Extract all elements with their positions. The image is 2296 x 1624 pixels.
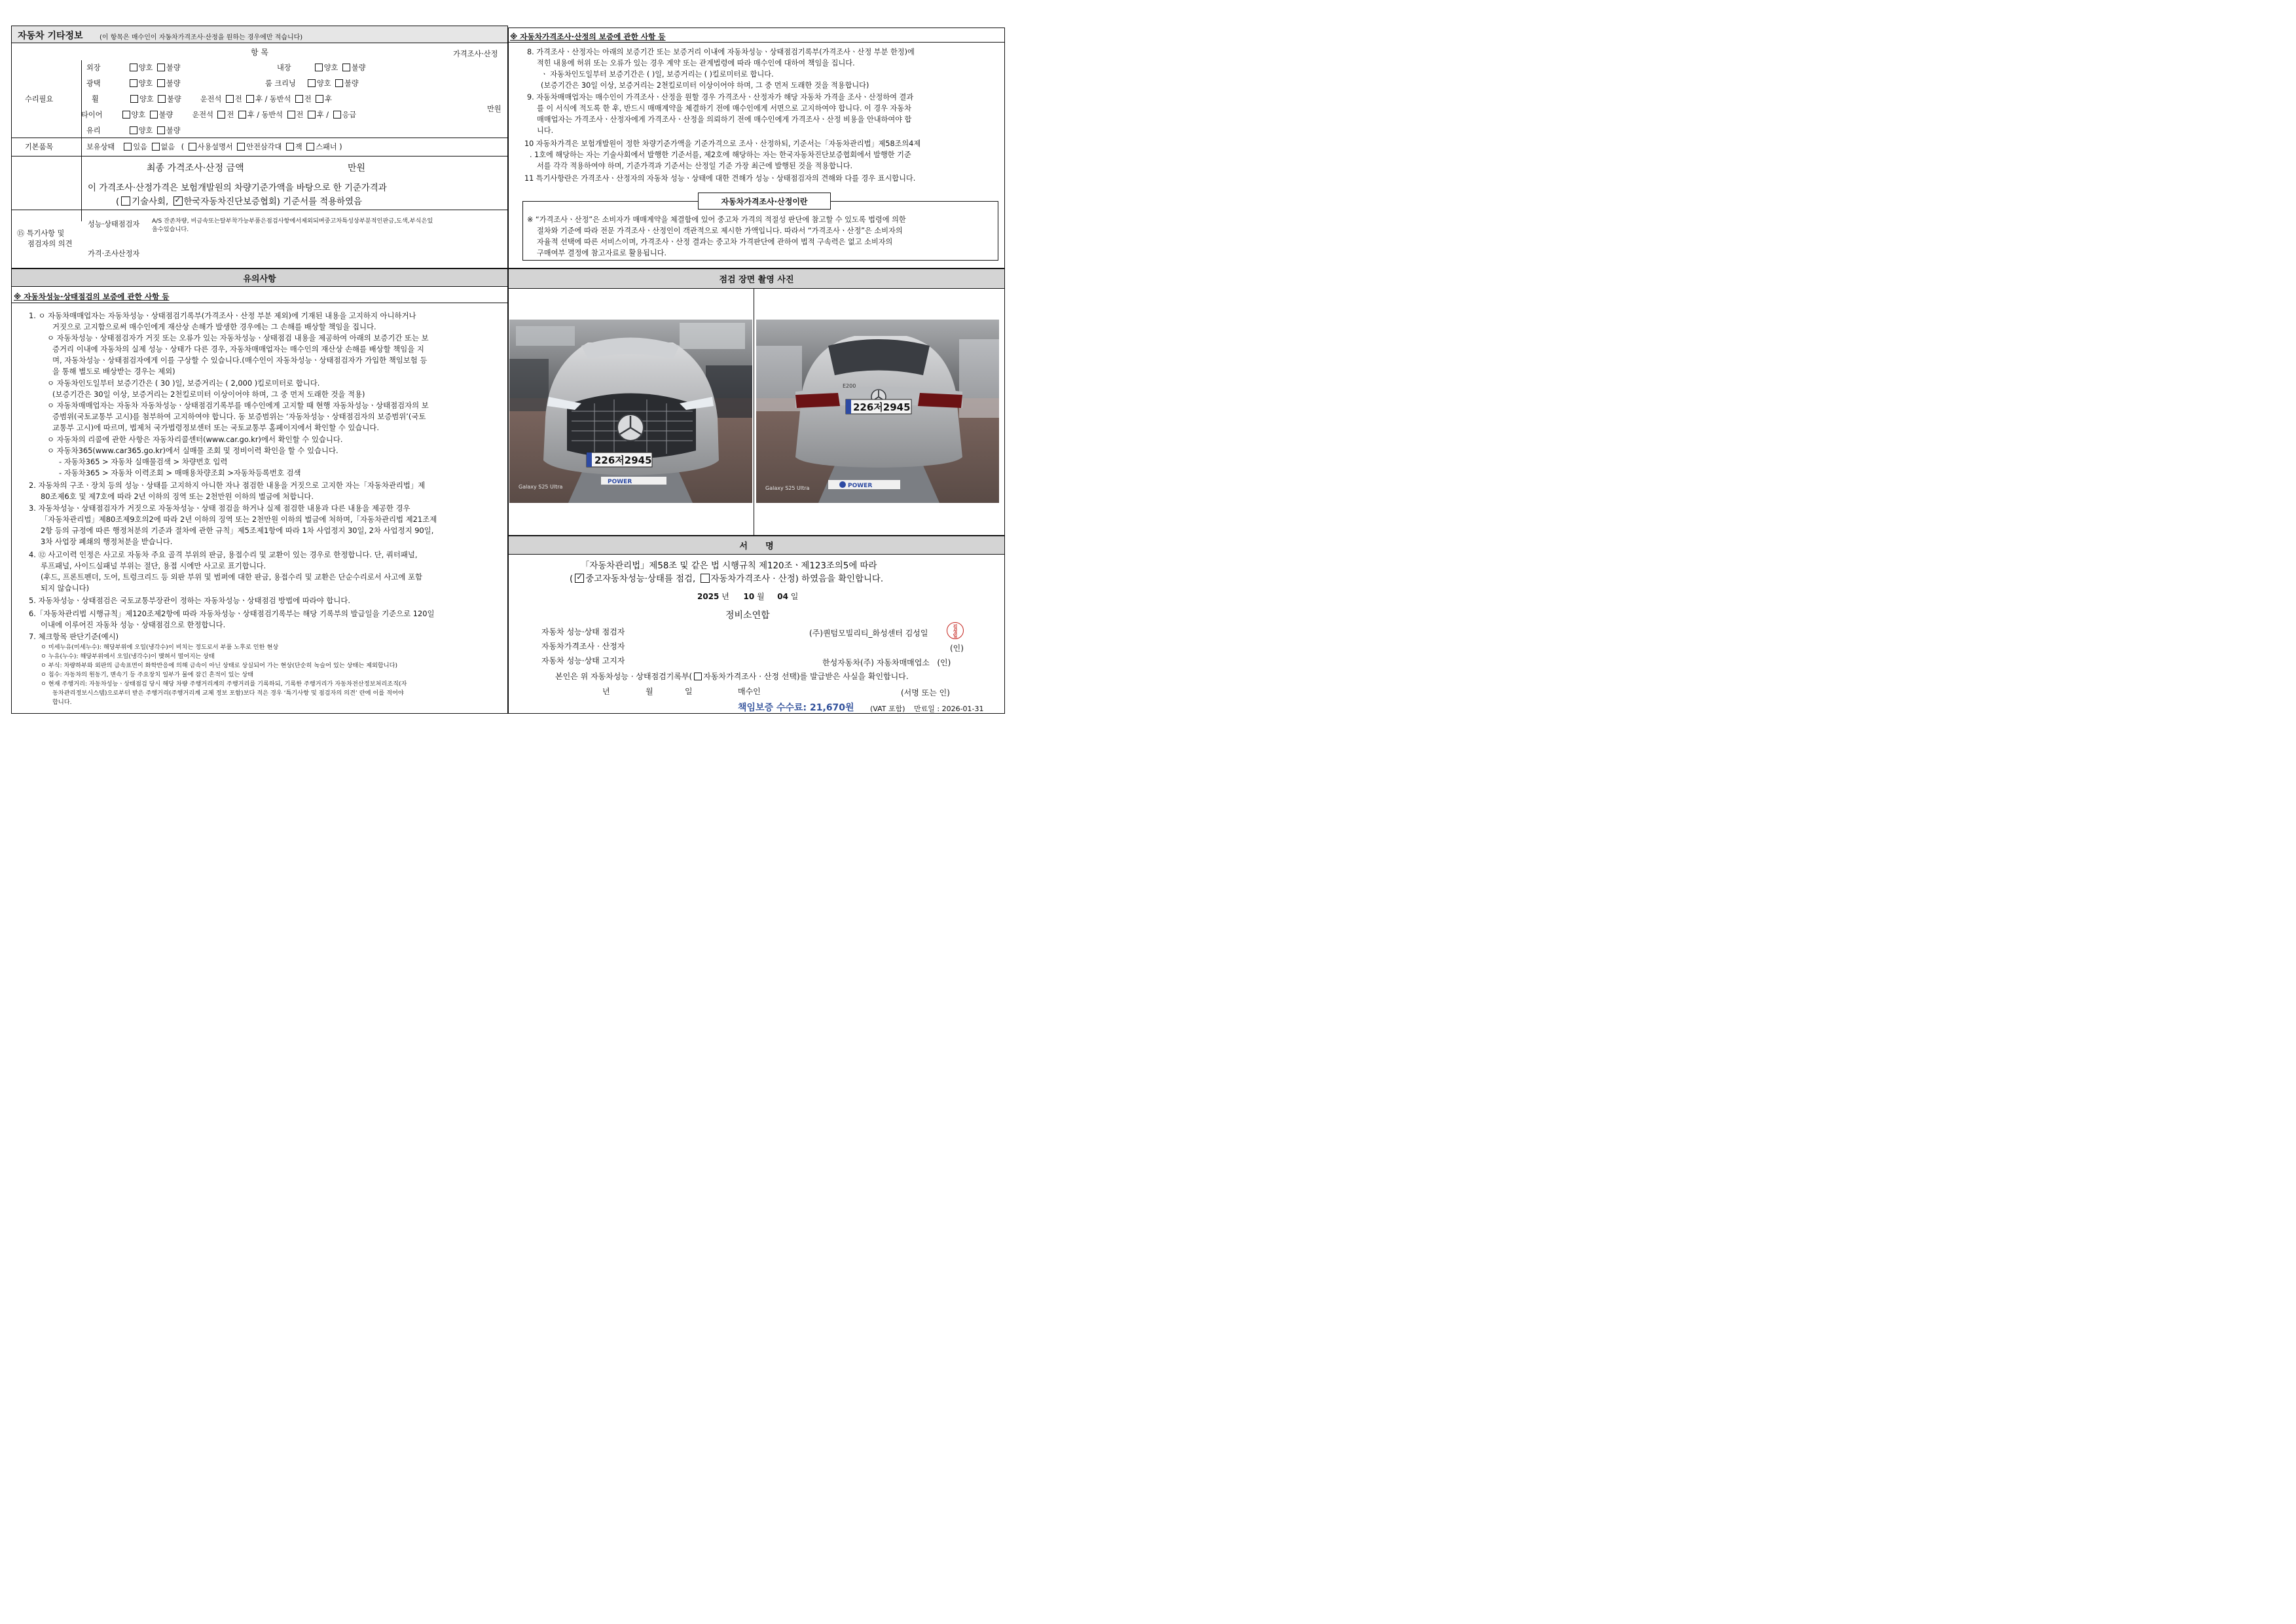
front-lift-text: POWER xyxy=(608,479,632,485)
item8-line1: 8. 가격조사ㆍ산정자는 아래의 보증기간 또는 보증거리 이내에 자동차성능ㆍ상태점검기록부(가격조사ㆍ산정 부분 한정)에 xyxy=(527,48,915,56)
notice-line: ㅇ 자동차의 리콜에 관한 사항은 자동차리콜센터(www.car.go.kr)에서 확인할 수 있습니다. xyxy=(47,435,343,444)
inspector-seal: 김성일 xyxy=(947,622,964,639)
sign-price-checkbox[interactable] xyxy=(701,574,710,583)
notice-header: 유의사항 xyxy=(12,269,507,287)
notice-line: ㅇ 자동차성능ㆍ상태점검자가 거짓 또는 오류가 있는 자동차성능ㆍ상태점검 내용을 제공하여 아래의 보증기간 또는 보 xyxy=(47,333,429,342)
notice-line: (보증기간은 30일 이상, 보증거리는 2천킬로미터 이상이어야 하며, 그 중 먼저 도래한 것을 적용) xyxy=(52,390,365,399)
wheel-passenger-front-checkbox[interactable] xyxy=(295,95,303,103)
basic-label: 기본품목 xyxy=(25,143,54,151)
appraiser-label: 가격·조사산정자 xyxy=(88,249,140,258)
jack-checkbox[interactable] xyxy=(286,143,294,151)
etc-col-divider xyxy=(81,60,82,221)
notice-line: 80조제6호 및 제7호에 따라 2년 이하의 징역 또는 2천만원 이하의 벌금에 처합니다. xyxy=(41,492,314,501)
notice-line: 3차 사업장 폐쇄의 행정처분을 받습니다. xyxy=(41,537,173,546)
room-clean-label: 룸 크리닝 xyxy=(265,79,296,88)
repair-label: 수리필요 xyxy=(25,95,54,103)
front-plate-text: 226저2945 xyxy=(594,454,652,466)
notice-line: 5. 자동차성능ㆍ상태점검은 국토교통부장관이 정하는 자동차성능ㆍ상태점검 방법에 따라야 합니다. xyxy=(29,596,350,605)
interior-label: 내장 xyxy=(277,64,291,72)
item9-line4: 니다. xyxy=(537,126,554,135)
rear-camera-text: Galaxy S25 Ultra xyxy=(765,485,810,491)
wheel-row: 휠 양호 불량 운전석 전 후 / 동반석 전 후 xyxy=(92,95,333,103)
confirm-price-checkbox[interactable] xyxy=(694,673,702,680)
tire-row: 타이어 양호 불량 운전석 전 후 / 동반석 전 후 / 응급 xyxy=(81,111,357,119)
room-clean-row: 룸 크리닝 양호 불량 xyxy=(265,79,359,88)
sign-date: 2025 년 10 월 04 일 xyxy=(697,592,799,601)
glass-row: 유리 양호 불량 xyxy=(86,126,181,135)
expiry-date: 만료일 : 2026-01-31 xyxy=(914,705,984,713)
criteria-line: ㅇ 부식: 차량하부와 외판의 금속표면이 화학반응에 의해 금속이 아닌 상태로 상실되어 가는 현상(단순히 녹슬어 있는 상태는 제외합니다) xyxy=(41,662,398,669)
notice-line: 2항 등의 규정에 따른 행정처분의 기준과 절차에 관한 규칙」제5조제1항에 따라 1차 사업정지 30일, 2차 사업정지 90일, xyxy=(41,526,434,535)
guarantee-title-rule xyxy=(509,42,1004,43)
criteria-line: ㅇ 침수: 자동차의 원동기, 변속기 등 주요장치 일부가 물에 잠긴 흔적이 있는 상태 xyxy=(41,671,254,678)
what-is-line2: 절차와 기준에 따라 전문 가격조사ㆍ산정인이 객관적으로 제시한 가액입니다. 따라서 “가격조사ㆍ산정”은 소비자의 xyxy=(537,227,903,235)
sign-r2-value: (인) xyxy=(950,644,964,653)
notice-line: - 자동차365 > 자동차 실매물검색 > 차량번호 입력 xyxy=(59,457,228,466)
notice-line: 거짓으로 고지함으로써 매수인에게 재산상 손해가 발생한 경우에는 그 손해를 배상할 책임을 집니다. xyxy=(52,322,376,331)
wheel-driver-front-checkbox[interactable] xyxy=(226,95,234,103)
tire-passenger-rear-checkbox[interactable] xyxy=(308,111,316,119)
criteria-line: ㅇ 미세누유(미세누수): 해당부위에 오일(냉각수)이 비치는 정도로서 부품 노후로 인한 현상 xyxy=(41,644,279,651)
notice-line: 3. 자동차성능ㆍ상태점검자가 거짓으로 자동차성능ㆍ상태 점검을 하거나 실제 점검한 내용과 다른 내용을 제공한 경우 xyxy=(29,504,410,513)
sign-confirm: 본인은 위 자동차성능 · 상태점검기록부( 자동차가격조사 · 산정 선택)를 발급받은 사실을 확인합니다. xyxy=(555,672,909,681)
tire-good-checkbox[interactable] xyxy=(122,111,130,119)
notice-line: 증거리 이내에 자동차의 실제 성능ㆍ상태가 다른 경우, 자동차매매업자는 매수인의 재산상 손해를 배상할 책임을 지 xyxy=(52,344,424,354)
glass-bad-checkbox[interactable] xyxy=(157,126,165,134)
what-is-line4: 구매여부 결정에 참고자료로 활용됩니다. xyxy=(537,249,666,257)
sign-r3-label: 자동차 성능·상태 고지자 xyxy=(541,656,625,665)
what-is-title-box xyxy=(698,193,831,210)
basis-line-1: 이 가격조사·산정가격은 보험개발원의 차량기준가액을 바탕으로 한 기준가격과 xyxy=(88,183,387,193)
rear-photo-image xyxy=(756,320,999,503)
notice-line: 되지 않습니다) xyxy=(41,583,90,593)
none-checkbox[interactable] xyxy=(152,143,160,151)
exterior-row: 외장 양호 불량 xyxy=(86,64,181,72)
sign-bottom-d: 일 xyxy=(685,687,693,696)
notice-line: 증범위(국토교통부 고시)를 첨부하여 고지하여야 합니다. 동 보증범위는 ‘자동차성능ㆍ상태점검자의 보증범위’(국토 xyxy=(52,412,426,421)
item10-line3: 서를 각각 적용하여야 하며, 기준가격과 기준서는 산정일 기준 가장 최근에 발행된 것을 적용합니다. xyxy=(537,162,853,170)
has-checkbox[interactable] xyxy=(124,143,132,151)
rear-inspection-photo xyxy=(756,320,999,503)
col-item-header: 항 목 xyxy=(251,48,268,57)
basis-tech-checkbox[interactable] xyxy=(121,196,130,206)
sign-year: 2025 xyxy=(697,592,720,601)
photo-header: 점검 장면 촬영 사진 xyxy=(509,269,1004,289)
front-photo-image xyxy=(509,320,752,503)
notice-line: ㅇ 자동차인도일부터 보증기간은 ( 30 )일, 보증거리는 ( 2,000 )킬로미터로 합니다. xyxy=(47,378,320,388)
item11-line: 11 특기사항란은 가격조사ㆍ산정자의 자동차 성능ㆍ상태에 대한 견해가 성능ㆍ상태점검자의 견해와 다를 경우 표시합니다. xyxy=(524,174,916,183)
notice-line: - 자동차365 > 자동차 이력조회 > 매매용차량조회 >자동차등록번호 검색 xyxy=(59,468,301,477)
wheel-passenger-rear-checkbox[interactable] xyxy=(316,95,323,103)
item9-line2: 를 이 서식에 적도록 한 후, 반드시 매매계약을 체결하기 전에 매수인에게 서면으로 고지하여야 합니다. 이 경우 자동차 xyxy=(537,104,911,113)
notice-line: 1. ㅇ 자동차매매업자는 자동차성능ㆍ상태점검기록부(가격조사ㆍ산정 부분 제외)에 기재된 내용을 고지하지 아니하거나 xyxy=(29,311,416,320)
item9-line3: 매매업자는 가격조사ㆍ산정자에게 가격조사ㆍ산정을 의뢰하기 전에 매수인에게 가격조사ㆍ산정 비용을 안내하여야 합 xyxy=(537,115,912,124)
notice-line: 을 통해 별도로 배상받는 경우는 제외) xyxy=(52,367,175,376)
item8-line2: 적힌 내용에 허위 또는 오류가 있는 경우 계약 또는 관계법령에 따라 매수인에 대하여 책임을 집니다. xyxy=(537,59,855,67)
gloss-row: 광택 양호 불량 xyxy=(86,79,181,88)
sign-org: 정비소연합 xyxy=(725,610,770,621)
room-clean-bad-checkbox[interactable] xyxy=(335,79,343,87)
final-price-label: 최종 가격조사·산정 금액 xyxy=(147,163,244,174)
sign-bottom-m: 월 xyxy=(646,687,653,696)
notice-line: ㅇ 자동차매매업자는 자동차 자동차성능ㆍ상태점검기록부를 매수인에게 고지할 때 현행 자동차성능ㆍ상태점검자의 보 xyxy=(47,401,429,410)
special-label-2: 점검자의 의견 xyxy=(27,240,73,248)
item9-line1: 9. 자동차매매업자는 매수인이 가격조사ㆍ산정을 원할 경우 가격조사ㆍ산정자가 해당 자동차 가격을 조사ㆍ산정하여 결과 xyxy=(527,93,914,101)
sign-line-1: 「자동차관리법」제58조 및 같은 법 시행규칙 제120조ㆍ제123조의5에 따라 xyxy=(581,561,877,571)
basis-kadia-checkbox[interactable] xyxy=(173,196,183,206)
item8-line3: ㆍ 자동차인도일부터 보증기간은 ( )일, 보증거리는 ( )킬로미터로 합니다. xyxy=(541,70,774,79)
final-price-unit: 만원 xyxy=(348,163,366,174)
etc-subtitle: (이 항목은 매수인이 자동차가격조사·산정을 원하는 경우에만 적습니다) xyxy=(100,34,303,41)
notice-line: 「자동차관리법」제80조제9호의2에 따라 2년 이하의 징역 또는 2천만원 이하의 벌금에 처하며,「자동차관리법 제21조제 xyxy=(41,515,437,524)
triangle-checkbox[interactable] xyxy=(237,143,245,151)
criteria-line: 동차관리정보시스템)으로부터 받은 주행거리(주행거리계 교체 정보 포함)보다 적은 경우 ‘특기사항 및 점검자의 의견’ 란에 이를 적어야 xyxy=(52,690,404,697)
sign-or-seal: (서명 또는 인) xyxy=(901,688,950,697)
etc-title: 자동차 기타정보 xyxy=(18,31,83,41)
sign-day: 04 xyxy=(777,592,788,601)
inspector-note-1: A/S 잔존차량, 비금속또는탈부착가능부품은점검사항에서제외되며중고차특성상부분적인판금,도색,부식은있 xyxy=(152,217,433,225)
notice-line: (후드, 프론트펜더, 도어, 트렁크리드 등 외판 부위 및 범퍼에 대한 판금, 용접수리 및 교환은 단순수리로서 사고에 포함 xyxy=(41,572,423,581)
notice-line: 2. 자동차의 구조ㆍ장치 등의 성능ㆍ상태를 고지하지 아니한 자나 점검한 내용을 거짓으로 고지한 자는「자동차관리법」제 xyxy=(29,481,426,490)
room-clean-good-checkbox[interactable] xyxy=(308,79,316,87)
manual-checkbox[interactable] xyxy=(189,143,196,151)
notice-title: ※ 자동차성능·상태점검의 보증에 관한 사항 등 xyxy=(14,292,170,301)
special-label-1: ⑮ 특기사항 및 xyxy=(17,229,65,238)
notice-line: 7. 체크항목 판단기준(예시) xyxy=(29,632,119,641)
wheel-driver-rear-checkbox[interactable] xyxy=(246,95,254,103)
sign-r3-value: 한성자동차(주) 자동차매매업소 (인) xyxy=(822,658,951,667)
notice-line: 며, 자동차성능ㆍ상태점검자에게 이를 구상할 수 있습니다.(매수인이 자동차성능ㆍ상태점검자가 가입한 책임보험 등 xyxy=(52,356,428,365)
fee-label: 책임보증 수수료: 21,670원 xyxy=(738,703,854,713)
tire-label: 타이어 xyxy=(81,111,103,119)
spanner-checkbox[interactable] xyxy=(306,143,314,151)
exterior-good-checkbox[interactable] xyxy=(130,64,137,71)
interior-row: 내장 양호 불량 xyxy=(277,64,366,72)
wheel-label: 휠 xyxy=(92,95,99,103)
tire-driver-rear-checkbox[interactable] xyxy=(238,111,246,119)
item8-line4: (보증기간은 30일 이상, 보증거리는 2천킬로미터 이상이어야 하며, 그 중 먼저 도래한 것을 적용합니다) xyxy=(541,81,869,90)
sign-r1-label: 자동차 성능·상태 점검자 xyxy=(541,627,625,637)
front-inspection-photo xyxy=(509,320,752,503)
sign-r1-value: (주)퀀텀모빌리티_화성센터 김성일 xyxy=(809,629,928,638)
rear-plate-text: 226저2945 xyxy=(853,401,911,413)
what-is-line1: ※ “가격조사ㆍ산정”은 소비자가 매매계약을 체결함에 있어 중고차 가격의 적절성 판단에 참고할 수 있도록 법령에 의한 xyxy=(527,215,906,224)
sign-month: 10 xyxy=(743,592,755,601)
what-is-title: 자동차가격조사·산정이란 xyxy=(721,196,808,206)
col-price-header: 가격조사·산정 xyxy=(453,50,498,58)
notice-line: 6.「자동차관리법 시행규칙」제120조제2항에 따라 자동차성능ㆍ상태점검기록부는 해당 기록부의 발급일을 기준으로 120일 xyxy=(29,609,435,618)
basis-line-2: ( 기술사회, ✓ 한국자동차진단보증협회) 기준서를 적용하였음 xyxy=(116,194,362,207)
sign-bottom-y: 년 xyxy=(602,687,610,696)
notice-line: 이내에 이루어진 자동차 성능ㆍ상태점검으로 한정합니다. xyxy=(41,620,226,629)
glass-good-checkbox[interactable] xyxy=(130,126,137,134)
notice-line: 교통부 고시)에 따르며, 법제처 국가법령정보센터 또는 국토교통부 홈페이지에서 확인할 수 있습니다. xyxy=(52,423,380,432)
sign-header: 서 명 xyxy=(509,536,1004,555)
gloss-good-checkbox[interactable] xyxy=(130,79,137,87)
fee-vat: (VAT 포함) xyxy=(870,705,905,713)
what-is-line3: 자율적 선택에 따른 서비스이며, 가격조사ㆍ산정 결과는 중고차 가격판단에 관하여 법적 구속력은 없고 소비자의 xyxy=(537,238,893,246)
front-camera-text: Galaxy S25 Ultra xyxy=(519,484,563,490)
wheel-good-checkbox[interactable] xyxy=(130,95,138,103)
sign-performance-checkbox[interactable] xyxy=(575,574,584,583)
wheel-bad-checkbox[interactable] xyxy=(158,95,166,103)
gloss-label: 광택 xyxy=(86,79,101,88)
glass-label: 유리 xyxy=(86,126,101,135)
tire-passenger-front-checkbox[interactable] xyxy=(287,111,295,119)
notice-line: ㅇ 자동차365(www.car365.go.kr)에서 실매물 조회 및 정비이력 확인을 할 수 있습니다. xyxy=(47,446,338,455)
sign-buyer: 매수인 xyxy=(738,687,761,696)
sign-r2-label: 자동차가격조사 · 산정자 xyxy=(541,642,625,651)
tire-bad-checkbox[interactable] xyxy=(150,111,158,119)
guarantee-title: ※ 자동차가격조사·산정의 보증에 관한 사항 등 xyxy=(510,32,666,41)
rear-badge-text: E200 xyxy=(843,383,856,389)
exterior-label: 외장 xyxy=(86,64,101,72)
notice-line: 루프패널, 사이드실패널 부위는 절단, 용접 시에만 사고로 표기합니다. xyxy=(41,561,266,570)
interior-good-checkbox[interactable] xyxy=(315,64,323,71)
criteria-line: ㅇ 누유(누수): 해당부위에서 오일(냉각수)이 맺혀서 떨어지는 상태 xyxy=(41,653,215,660)
basic-row: 보유상태 있음 없음 ( 사용설명서 안전삼각대 잭 스패너 ) xyxy=(86,143,342,151)
notice-line: 4. ⑫ 사고이력 인정은 사고로 자동차 주요 골격 부위의 판금, 용접수리 및 교환이 있는 경우로 한정합니다. 단, 쿼터패널, xyxy=(29,550,418,559)
tire-driver-front-checkbox[interactable] xyxy=(217,111,225,119)
price-unit: 만원 xyxy=(487,105,501,113)
rear-lift-text: POWER xyxy=(848,483,873,489)
sign-line-2: (✓ 중고자동차성능·상태를 점검, 자동차가격조사 · 산정) 하였음을 확인합니다. xyxy=(570,572,883,584)
inspector-note-2: 을수있습니다. xyxy=(152,226,189,233)
item10-line1: 10 자동차가격은 보험개발원이 정한 차량기준가액을 기준가격으로 조사ㆍ산정하되, 기준서는「자동차관리법」제58조의4제 xyxy=(524,139,921,148)
item10-line2: . 1호에 해당하는 자는 기술사회에서 발행한 기준서를, 제2호에 해당하는 자는 한국자동차진단보증협회에서 발행한 기준 xyxy=(530,151,911,159)
etc-line-basic-bottom xyxy=(12,156,507,157)
inspector-label: 성능·상태점검자 xyxy=(88,220,140,229)
criteria-line: ㅇ 현재 주행거리: 자동차성능ㆍ상태점검 당시 해당 차량 주행거리계의 주행거리를 기록하되, 기록한 주행거리가 자동차전산정보처리조직(자 xyxy=(41,680,407,688)
tire-emergency-checkbox[interactable] xyxy=(333,111,341,119)
interior-bad-checkbox[interactable] xyxy=(342,64,350,71)
exterior-bad-checkbox[interactable] xyxy=(157,64,165,71)
criteria-line: 합니다. xyxy=(52,699,72,706)
gloss-bad-checkbox[interactable] xyxy=(157,79,165,87)
